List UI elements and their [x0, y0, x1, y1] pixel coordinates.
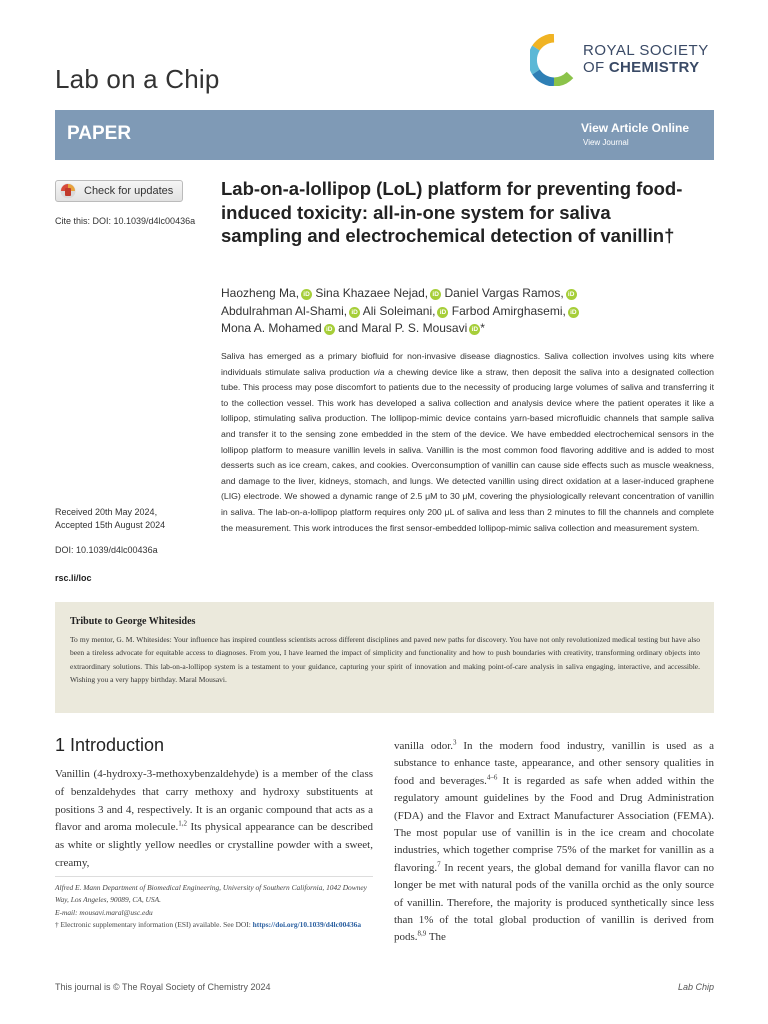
orcid-icon[interactable]: iD: [324, 324, 335, 335]
esi-note: † Electronic supplementary information (ESI) available. See DOI: https://doi.org/10.1039/d4lc00436a: [55, 920, 362, 930]
author-name: and Maral P. S. Mousavi: [338, 321, 468, 335]
accepted-date: Accepted 15th August 2024: [55, 520, 166, 530]
citation[interactable]: 3: [453, 738, 457, 747]
citation[interactable]: 7: [437, 860, 441, 869]
orcid-icon[interactable]: iD: [437, 307, 448, 318]
view-journal-link[interactable]: View Journal: [583, 138, 629, 147]
article-type-label: PAPER: [67, 123, 132, 144]
section-heading: 1 Introduction: [55, 735, 165, 755]
citation[interactable]: 4–6: [486, 773, 498, 782]
citation[interactable]: 1,2: [178, 819, 187, 828]
journal-link[interactable]: rsc.li/loc: [55, 573, 92, 583]
footnote-divider: [55, 876, 373, 877]
check-for-updates-label: Check for updates: [84, 185, 174, 197]
cite-this: Cite this: DOI: 10.1039/d4lc00436a: [55, 216, 196, 226]
doi: DOI: 10.1039/d4lc00436a: [55, 545, 158, 555]
author-name: Sina Khazaee Nejad,: [315, 286, 429, 300]
footer-copyright: This journal is © The Royal Society of Chemistry 2024: [55, 982, 271, 992]
body-column-right: vanilla odor.$^3$ In the modern food industry, vanillin is used as a substance to enhance taste, appearance, and other sensory qualities in food and beverages.$^{4-6}$ It is regarded as safe when added within the regulatory amount guidelines by the Food and Drug Administration (FDA) and the Flavor and Extract Manufacturer Association (FEMA). The most popular use of vanillin is in the ice cream and chocolate industries, which together comprise 75% of the market for vanillin as a flavoring.$^7$ In recent years, the global demand for vanilla flavor can no longer be met with natural pods of the vanilla orchid as the only source of vanillin. Therefore, the majority is produced synthetically since less than 1% of the total global production of vanillin is derived from pods.$^{8,9}$ The: [394, 738, 714, 944]
publisher-logo[interactable]: [530, 34, 720, 86]
orcid-icon[interactable]: iD: [566, 289, 577, 300]
corresponding-author-mark: *: [480, 321, 485, 335]
article-title: Lab-on-a-lollipop (LoL) platform for preventing food-induced toxicity: all-in-one system for saliva sampling and electrochemical detection of vanillin†: [221, 178, 683, 246]
footer-journal: Lab Chip: [677, 982, 714, 992]
citation[interactable]: 8,9: [417, 929, 427, 938]
author-name: Farbod Amirghasemi,: [451, 303, 566, 318]
crossmark-icon: [60, 183, 76, 199]
affiliation: Alfred E. Mann Department of Biomedical Engineering, University of Southern California, 1042 Downey Way, Los Angeles, 90089, CA, USA.: [55, 883, 367, 905]
tribute-body: To my mentor, G. M. Whitesides: Your influence has inspired countless scientists across different disciplines and paved new paths for discovery. You have not only revolutionized medical testing but have also been a tireless advocate for equitable access to diagnoses. From you, I have learned the impact of simplicity and functionality and how to push boundaries with creativity, transforming ordinary objects into extraordinary solutions. This lab-on-a-lollipop system is a testament to your guidance, capturing your spirit of innovation and making point-of-care analysis in saliva engaging, interactive, and accessible. Wishing you a very happy birthday. Maral Mousavi.: [70, 635, 700, 685]
body-column-left: Vanillin (4-hydroxy-3-methoxybenzaldehyde) is a member of the class of benzaldehydes that carry methoxy and hydroxy substituents at positions 3 and 4, respectively. It is an organic compound that acts as a flavor and aroma molecule.$^{1,2}$ Its physical appearance can be described as white or slightly yellow needles or crystalline powder with a sweet, creamy,: [55, 768, 373, 869]
publisher-name-line1: ROYAL SOCIETY: [583, 42, 709, 59]
view-article-online-link[interactable]: View Article Online: [580, 121, 689, 135]
received-date: Received 20th May 2024,: [55, 507, 158, 517]
author-name: Daniel Vargas Ramos,: [444, 286, 564, 300]
author-list: [221, 285, 701, 338]
esi-link[interactable]: https://doi.org/10.1039/d4lc00436a: [252, 920, 362, 930]
author-name: Abdulrahman Al-Shami,: [221, 303, 348, 318]
author-name: Mona A. Mohamed: [221, 321, 322, 335]
author-name: Ali Soleimani,: [362, 303, 436, 318]
journal-title: Lab on a Chip: [55, 64, 220, 94]
check-for-updates-button[interactable]: [55, 180, 183, 202]
rsc-ring-icon: [530, 34, 578, 86]
received-dates: [55, 506, 165, 532]
orcid-icon[interactable]: iD: [349, 307, 360, 318]
footnotes: [55, 882, 375, 932]
orcid-icon[interactable]: iD: [469, 324, 480, 335]
publisher-name-line2: OF CHEMISTRY: [583, 59, 700, 76]
tribute-box: [55, 602, 714, 713]
email[interactable]: E-mail: mousavi.maral@usc.edu: [55, 907, 153, 917]
author-name: Haozheng Ma,: [221, 286, 300, 300]
orcid-icon[interactable]: iD: [301, 289, 312, 300]
article-type-band: [55, 110, 714, 160]
orcid-icon[interactable]: iD: [568, 307, 579, 318]
tribute-title: Tribute to George Whitesides: [70, 616, 196, 627]
abstract: Saliva has emerged as a primary biofluid for non-invasive disease diagnostics. Saliva collection involves using kits where individuals stimulate saliva production via a chewing device like a straw, then deposit the saliva into a designated collection tube. This process may pose discomfort to patients due to the necessity of producing large volumes of saliva and transferring it to the collection vessel. This work has developed a saliva collection and analysis device where the patient operates it like a lollipop, stimulating saliva production. The lollipop-mimic device contains yarn-based microfluidic channels that sample saliva and transfer it to the sensing zone embedded in the stem of the device. We have embedded electrochemical sensors in the lollipop platform to measure vanillin levels in saliva. Vanillin is the most common food flavoring additive and is added to most desserts such as ice cream, cakes, and cookies. Overconsumption of vanillin can cause side effects such as muscle weakness, and damage to the liver, kidneys, stomach, and lungs. We detected vanillin using direct oxidation at a laser-induced graphene (LIG) electrode. We showed a dynamic range of 2.5 μM to 30 μM, covering the physiologically relevant concentration of vanillin in saliva. The lab-on-a-lollipop platform requires only 200 μL of saliva and less than 2 minutes to fill the channels and complete the measurement. This work introduces the first sensor-embedded lollipop-mimic saliva collection and measurement system.: [221, 351, 714, 533]
orcid-icon[interactable]: iD: [430, 289, 441, 300]
